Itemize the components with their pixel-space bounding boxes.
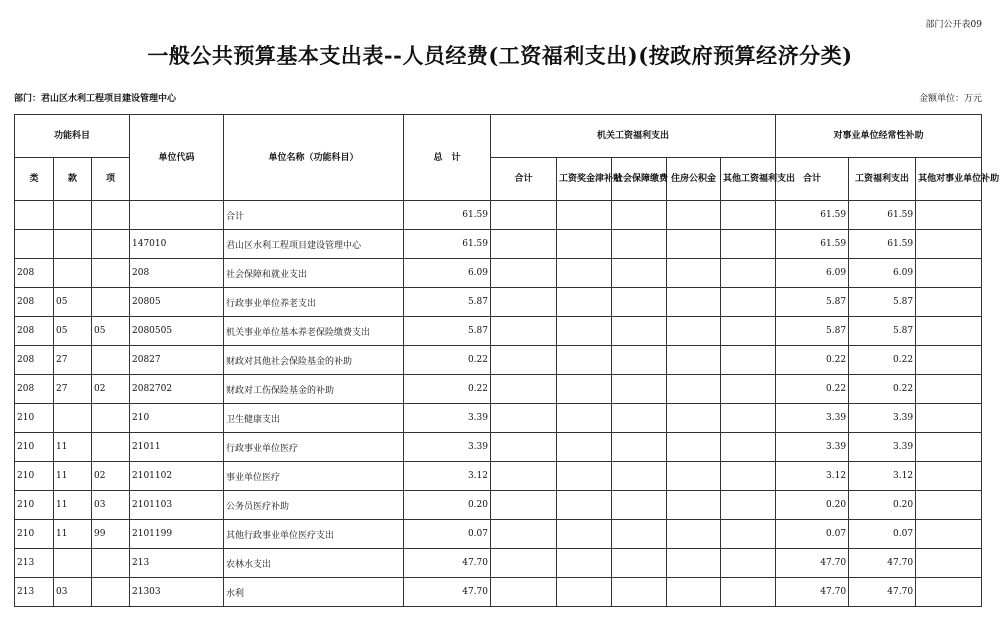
cell-xiang	[92, 288, 130, 317]
cell-agency-other-welfare	[721, 230, 776, 259]
cell-total: 0.22	[404, 375, 491, 404]
cell-agency-subtotal	[491, 433, 557, 462]
header-agency-social-security: 社会保障缴费	[612, 158, 667, 201]
cell-institution-welfare: 0.22	[849, 346, 916, 375]
cell-institution-welfare: 61.59	[849, 230, 916, 259]
cell-agency-other-welfare	[721, 375, 776, 404]
cell-agency-housing-fund	[667, 462, 721, 491]
cell-xiang: 99	[92, 520, 130, 549]
cell-agency-housing-fund	[667, 288, 721, 317]
cell-agency-other-welfare	[721, 462, 776, 491]
cell-agency-social-security	[612, 520, 667, 549]
cell-kuan	[54, 549, 92, 578]
cell-agency-social-security	[612, 578, 667, 607]
cell-agency-housing-fund	[667, 317, 721, 346]
cell-agency-social-security	[612, 375, 667, 404]
cell-agency-subtotal	[491, 288, 557, 317]
cell-total: 3.39	[404, 433, 491, 462]
cell-xiang	[92, 259, 130, 288]
cell-institution-subtotal: 3.39	[776, 404, 849, 433]
cell-agency-social-security	[612, 230, 667, 259]
header-total: 总 计	[404, 115, 491, 201]
cell-kuan: 27	[54, 375, 92, 404]
cell-lei: 208	[15, 259, 54, 288]
cell-agency-social-security	[612, 404, 667, 433]
cell-agency-social-security	[612, 317, 667, 346]
cell-kuan: 11	[54, 462, 92, 491]
cell-agency-social-security	[612, 491, 667, 520]
cell-unit-code: 208	[130, 259, 224, 288]
cell-agency-other-welfare	[721, 346, 776, 375]
header-function-subject: 功能科目	[15, 115, 130, 158]
cell-lei: 210	[15, 520, 54, 549]
cell-unit-code: 2101199	[130, 520, 224, 549]
cell-kuan: 11	[54, 491, 92, 520]
cell-institution-welfare: 0.07	[849, 520, 916, 549]
cell-agency-other-welfare	[721, 201, 776, 230]
cell-institution-welfare: 0.22	[849, 375, 916, 404]
cell-institution-subtotal: 47.70	[776, 549, 849, 578]
cell-agency-salary	[557, 317, 612, 346]
table-row	[15, 317, 982, 346]
cell-agency-other-welfare	[721, 404, 776, 433]
cell-institution-subtotal: 6.09	[776, 259, 849, 288]
cell-unit-name: 水利	[224, 578, 404, 607]
cell-agency-social-security	[612, 346, 667, 375]
cell-kuan	[54, 259, 92, 288]
cell-agency-subtotal	[491, 404, 557, 433]
cell-agency-subtotal	[491, 491, 557, 520]
cell-institution-other	[916, 230, 982, 259]
cell-total: 3.39	[404, 404, 491, 433]
cell-institution-other	[916, 317, 982, 346]
cell-kuan: 05	[54, 288, 92, 317]
cell-unit-name: 君山区水利工程项目建设管理中心	[224, 230, 404, 259]
cell-agency-salary	[557, 230, 612, 259]
cell-institution-other	[916, 346, 982, 375]
cell-agency-other-welfare	[721, 578, 776, 607]
table-row	[15, 578, 982, 607]
cell-agency-salary	[557, 520, 612, 549]
cell-xiang: 05	[92, 317, 130, 346]
cell-institution-other	[916, 404, 982, 433]
cell-institution-other	[916, 578, 982, 607]
table-row	[15, 549, 982, 578]
cell-total: 61.59	[404, 230, 491, 259]
cell-total: 5.87	[404, 317, 491, 346]
cell-agency-salary	[557, 259, 612, 288]
cell-unit-name: 其他行政事业单位医疗支出	[224, 520, 404, 549]
cell-institution-welfare: 5.87	[849, 317, 916, 346]
cell-agency-housing-fund	[667, 404, 721, 433]
cell-institution-other	[916, 259, 982, 288]
cell-institution-subtotal: 61.59	[776, 201, 849, 230]
cell-agency-other-welfare	[721, 259, 776, 288]
cell-agency-subtotal	[491, 317, 557, 346]
table-row	[15, 259, 982, 288]
cell-agency-subtotal	[491, 259, 557, 288]
cell-agency-subtotal	[491, 230, 557, 259]
cell-institution-other	[916, 433, 982, 462]
cell-institution-subtotal: 3.12	[776, 462, 849, 491]
header-institution-subtotal: 合计	[776, 158, 849, 201]
cell-total: 47.70	[404, 549, 491, 578]
cell-unit-name: 机关事业单位基本养老保险缴费支出	[224, 317, 404, 346]
cell-agency-housing-fund	[667, 520, 721, 549]
cell-agency-other-welfare	[721, 491, 776, 520]
header-agency-housing-fund: 住房公积金	[667, 158, 721, 201]
cell-agency-housing-fund	[667, 433, 721, 462]
cell-institution-subtotal: 0.20	[776, 491, 849, 520]
cell-lei: 208	[15, 317, 54, 346]
table-row	[15, 346, 982, 375]
cell-agency-subtotal	[491, 520, 557, 549]
cell-lei: 210	[15, 404, 54, 433]
cell-xiang	[92, 201, 130, 230]
cell-agency-salary	[557, 578, 612, 607]
cell-agency-social-security	[612, 433, 667, 462]
cell-institution-welfare: 3.39	[849, 404, 916, 433]
cell-institution-welfare: 3.12	[849, 462, 916, 491]
cell-agency-salary	[557, 201, 612, 230]
header-institution-other: 其他对事业单位补助	[916, 158, 982, 201]
header-institution-subsidy: 对事业单位经常性补助	[776, 115, 982, 158]
cell-agency-other-welfare	[721, 317, 776, 346]
table-row	[15, 520, 982, 549]
cell-agency-salary	[557, 549, 612, 578]
cell-agency-housing-fund	[667, 346, 721, 375]
cell-xiang: 02	[92, 462, 130, 491]
cell-xiang: 03	[92, 491, 130, 520]
cell-institution-subtotal: 0.22	[776, 346, 849, 375]
cell-agency-salary	[557, 375, 612, 404]
cell-lei: 213	[15, 578, 54, 607]
cell-unit-code: 21011	[130, 433, 224, 462]
cell-unit-name: 农林水支出	[224, 549, 404, 578]
cell-unit-code: 213	[130, 549, 224, 578]
table-row	[15, 433, 982, 462]
cell-institution-welfare: 47.70	[849, 578, 916, 607]
header-institution-welfare: 工资福利支出	[849, 158, 916, 201]
cell-agency-subtotal	[491, 375, 557, 404]
cell-unit-name: 公务员医疗补助	[224, 491, 404, 520]
header-agency-other-welfare: 其他工资福利支出	[721, 158, 776, 201]
cell-agency-subtotal	[491, 346, 557, 375]
cell-agency-housing-fund	[667, 491, 721, 520]
budget-table	[14, 114, 1000, 607]
cell-unit-name: 卫生健康支出	[224, 404, 404, 433]
cell-agency-salary	[557, 346, 612, 375]
cell-unit-code: 210	[130, 404, 224, 433]
cell-xiang	[92, 404, 130, 433]
cell-institution-welfare: 6.09	[849, 259, 916, 288]
page-title: 一般公共预算基本支出表--人员经费(工资福利支出)(按政府预算经济分类)	[147, 43, 853, 68]
cell-lei: 210	[15, 491, 54, 520]
cell-agency-salary	[557, 288, 612, 317]
cell-unit-code: 21303	[130, 578, 224, 607]
cell-agency-other-welfare	[721, 288, 776, 317]
table-row	[15, 462, 982, 491]
cell-kuan: 11	[54, 433, 92, 462]
cell-agency-housing-fund	[667, 230, 721, 259]
amount-unit-label: 金额单位：万元	[918, 94, 982, 104]
cell-institution-other	[916, 520, 982, 549]
cell-agency-salary	[557, 433, 612, 462]
table-row	[15, 230, 982, 259]
cell-institution-subtotal: 61.59	[776, 230, 849, 259]
department-label: 部门：君山区水利工程项目建设管理中心	[14, 94, 177, 104]
cell-agency-housing-fund	[667, 578, 721, 607]
cell-unit-code: 2082702	[130, 375, 224, 404]
cell-total: 5.87	[404, 288, 491, 317]
header-agency-subtotal: 合计	[491, 158, 557, 201]
cell-agency-subtotal	[491, 578, 557, 607]
cell-institution-welfare: 0.20	[849, 491, 916, 520]
cell-unit-name: 行政事业单位医疗	[224, 433, 404, 462]
cell-institution-subtotal: 3.39	[776, 433, 849, 462]
cell-total: 61.59	[404, 201, 491, 230]
cell-xiang	[92, 578, 130, 607]
cell-institution-welfare: 47.70	[849, 549, 916, 578]
cell-institution-other	[916, 201, 982, 230]
cell-agency-housing-fund	[667, 201, 721, 230]
cell-institution-other	[916, 375, 982, 404]
cell-agency-other-welfare	[721, 549, 776, 578]
header-lei: 类	[15, 158, 54, 201]
cell-total: 47.70	[404, 578, 491, 607]
cell-xiang	[92, 549, 130, 578]
cell-institution-other	[916, 549, 982, 578]
table-body	[15, 201, 982, 607]
cell-agency-other-welfare	[721, 433, 776, 462]
table-number-note: 部门公开表09	[925, 20, 982, 30]
header-unit-code: 单位代码	[130, 115, 224, 201]
cell-xiang	[92, 433, 130, 462]
cell-unit-name: 行政事业单位养老支出	[224, 288, 404, 317]
cell-agency-subtotal	[491, 549, 557, 578]
cell-lei: 208	[15, 288, 54, 317]
cell-kuan	[54, 404, 92, 433]
cell-lei: 210	[15, 433, 54, 462]
cell-agency-housing-fund	[667, 375, 721, 404]
cell-xiang: 02	[92, 375, 130, 404]
cell-kuan: 05	[54, 317, 92, 346]
cell-agency-housing-fund	[667, 259, 721, 288]
cell-total: 3.12	[404, 462, 491, 491]
table-row	[15, 288, 982, 317]
cell-institution-subtotal: 5.87	[776, 288, 849, 317]
cell-institution-subtotal: 5.87	[776, 317, 849, 346]
cell-unit-code: 20805	[130, 288, 224, 317]
cell-xiang	[92, 346, 130, 375]
cell-agency-salary	[557, 491, 612, 520]
cell-agency-social-security	[612, 288, 667, 317]
table-row	[15, 491, 982, 520]
cell-lei	[15, 230, 54, 259]
cell-institution-welfare: 5.87	[849, 288, 916, 317]
header-xiang: 项	[92, 158, 130, 201]
cell-unit-code: 147010	[130, 230, 224, 259]
cell-agency-social-security	[612, 201, 667, 230]
cell-kuan: 03	[54, 578, 92, 607]
cell-lei: 210	[15, 462, 54, 491]
cell-agency-subtotal	[491, 201, 557, 230]
cell-institution-welfare: 3.39	[849, 433, 916, 462]
header-unit-name: 单位名称（功能科目）	[224, 115, 404, 201]
cell-unit-code: 2101102	[130, 462, 224, 491]
cell-institution-subtotal: 0.07	[776, 520, 849, 549]
cell-agency-salary	[557, 462, 612, 491]
cell-unit-code: 2080505	[130, 317, 224, 346]
cell-institution-subtotal: 47.70	[776, 578, 849, 607]
cell-unit-name: 事业单位医疗	[224, 462, 404, 491]
cell-kuan	[54, 230, 92, 259]
cell-agency-salary	[557, 404, 612, 433]
cell-kuan	[54, 201, 92, 230]
cell-institution-welfare: 61.59	[849, 201, 916, 230]
cell-institution-subtotal: 0.22	[776, 375, 849, 404]
cell-lei	[15, 201, 54, 230]
cell-unit-name: 社会保障和就业支出	[224, 259, 404, 288]
cell-unit-code	[130, 201, 224, 230]
cell-agency-other-welfare	[721, 520, 776, 549]
table-row	[15, 201, 982, 230]
header-agency-salary: 工资奖金津补贴	[557, 158, 612, 201]
cell-unit-code: 2101103	[130, 491, 224, 520]
cell-total: 6.09	[404, 259, 491, 288]
cell-kuan: 27	[54, 346, 92, 375]
cell-unit-code: 20827	[130, 346, 224, 375]
cell-lei: 208	[15, 375, 54, 404]
cell-total: 0.20	[404, 491, 491, 520]
cell-total: 0.22	[404, 346, 491, 375]
cell-agency-social-security	[612, 462, 667, 491]
table-row	[15, 375, 982, 404]
cell-total: 0.07	[404, 520, 491, 549]
header-kuan: 款	[54, 158, 92, 201]
table-row	[15, 404, 982, 433]
cell-unit-name: 合计	[224, 201, 404, 230]
cell-lei: 213	[15, 549, 54, 578]
cell-unit-name: 财政对工伤保险基金的补助	[224, 375, 404, 404]
cell-institution-other	[916, 491, 982, 520]
cell-xiang	[92, 230, 130, 259]
cell-agency-housing-fund	[667, 549, 721, 578]
cell-institution-other	[916, 288, 982, 317]
cell-institution-other	[916, 462, 982, 491]
cell-lei: 208	[15, 346, 54, 375]
header-agency-welfare: 机关工资福利支出	[491, 115, 776, 158]
cell-agency-subtotal	[491, 462, 557, 491]
cell-agency-social-security	[612, 549, 667, 578]
cell-agency-social-security	[612, 259, 667, 288]
cell-unit-name: 财政对其他社会保险基金的补助	[224, 346, 404, 375]
cell-kuan: 11	[54, 520, 92, 549]
